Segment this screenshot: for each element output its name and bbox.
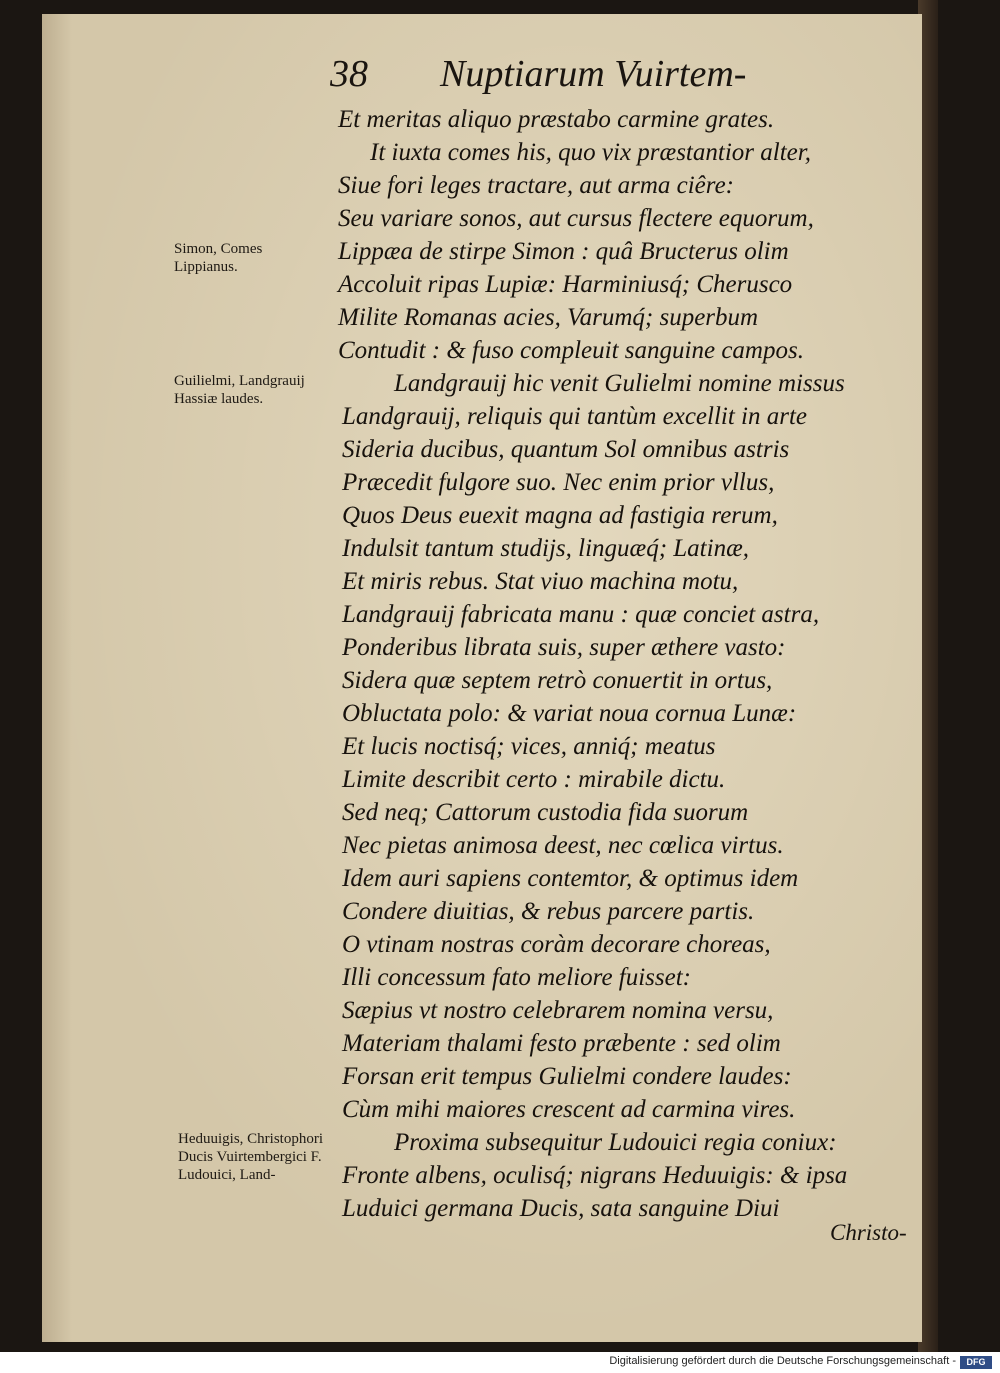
verse-line: Accoluit ripas Lupiæ: Harminiusq́; Cherusco bbox=[338, 271, 793, 298]
footer-credit: Digitalisierung gefördert durch die Deutsche Forschungsgemeinschaft - bbox=[609, 1355, 956, 1367]
verse-line: O vtinam nostras coràm decorare choreas, bbox=[342, 931, 771, 958]
marginal-note-guilielmi: Guilielmi, Landgrauij Hassiæ laudes. bbox=[174, 373, 305, 407]
verse-line: Cùm mihi maiores crescent ad carmina vires. bbox=[342, 1096, 796, 1123]
marginal-note-simon: Simon, Comes Lippianus. bbox=[174, 241, 263, 275]
verse-line: Fronte albens, oculisq́; nigrans Heduuigis: & ipsa bbox=[342, 1162, 848, 1189]
verse-line: Materiam thalami festo præbente : sed olim bbox=[342, 1030, 781, 1057]
verse-line: Sidera quæ septem retrò conuertit in ortus, bbox=[342, 667, 773, 694]
verse-line: Lippæa de stirpe Simon : quâ Bructerus olim bbox=[338, 238, 789, 265]
marginal-note-heduuigis: Heduuigis, Christophori Ducis Vuirtembergici F. Ludouici, Land- bbox=[178, 1131, 323, 1183]
verse-line: Et meritas aliquo præstabo carmine grates. bbox=[338, 106, 775, 133]
verse-line: Quos Deus euexit magna ad fastigia rerum, bbox=[342, 502, 778, 529]
verse-line: Sed neq; Cattorum custodia fida suorum bbox=[342, 799, 749, 826]
verse-line: Landgrauij fabricata manu : quæ conciet astra, bbox=[342, 601, 820, 628]
verse-line: Condere diuitias, & rebus parcere partis. bbox=[342, 898, 755, 925]
verse-line: Landgrauij, reliquis qui tantùm excellit in arte bbox=[342, 403, 808, 430]
verse-line: Obluctata polo: & variat noua cornua Lunæ: bbox=[342, 700, 797, 727]
verse-line: It iuxta comes his, quo vix præstantior alter, bbox=[370, 139, 811, 166]
verse-line: Contudit : & fuso compleuit sanguine campos. bbox=[338, 337, 804, 364]
verse-line: Idem auri sapiens contemtor, & optimus idem bbox=[342, 865, 799, 892]
page-number: 38 bbox=[330, 53, 368, 95]
catchword: Christo- bbox=[830, 1220, 907, 1245]
verse-line: Seu variare sonos, aut cursus flectere equorum, bbox=[338, 205, 814, 232]
verse-line: Siue fori leges tractare, aut arma ciêre: bbox=[338, 172, 734, 199]
verse-line: Ponderibus librata suis, super æthere vasto: bbox=[342, 634, 786, 661]
verse-line: Sæpius vt nostro celebrarem nomina versu, bbox=[342, 997, 774, 1024]
verse-line: Et miris rebus. Stat viuo machina motu, bbox=[342, 568, 739, 595]
verse-line: Præcedit fulgore suo. Nec enim prior vllus, bbox=[342, 469, 775, 496]
footer bbox=[0, 1352, 1000, 1373]
verse-line: Indulsit tantum studijs, linguæq́; Latinæ, bbox=[342, 535, 749, 562]
verse-line: Sideria ducibus, quantum Sol omnibus astris bbox=[342, 436, 790, 463]
verse-line: Milite Romanas acies, Varumq́; superbum bbox=[338, 304, 759, 331]
verse-line: Et lucis noctisq́; vices, anniq́; meatus bbox=[342, 733, 716, 760]
running-title: Nuptiarum Vuirtem- bbox=[440, 53, 747, 95]
verse-line: Illi concessum fato meliore fuisset: bbox=[342, 964, 692, 991]
verse-line: Limite describit certo : mirabile dictu. bbox=[342, 766, 726, 793]
page-header bbox=[330, 52, 850, 96]
verse-line: Landgrauij hic venit Gulielmi nomine missus bbox=[394, 370, 845, 397]
dfg-logo: DFG bbox=[960, 1356, 992, 1369]
verse-line: Nec pietas animosa deest, nec cœlica virtus. bbox=[342, 832, 784, 859]
verse-line: Proxima subsequitur Ludouici regia coniux: bbox=[394, 1129, 837, 1156]
verse-line: Luduici germana Ducis, sata sanguine Diui bbox=[342, 1195, 780, 1222]
verse-line: Forsan erit tempus Gulielmi condere laudes: bbox=[342, 1063, 792, 1090]
